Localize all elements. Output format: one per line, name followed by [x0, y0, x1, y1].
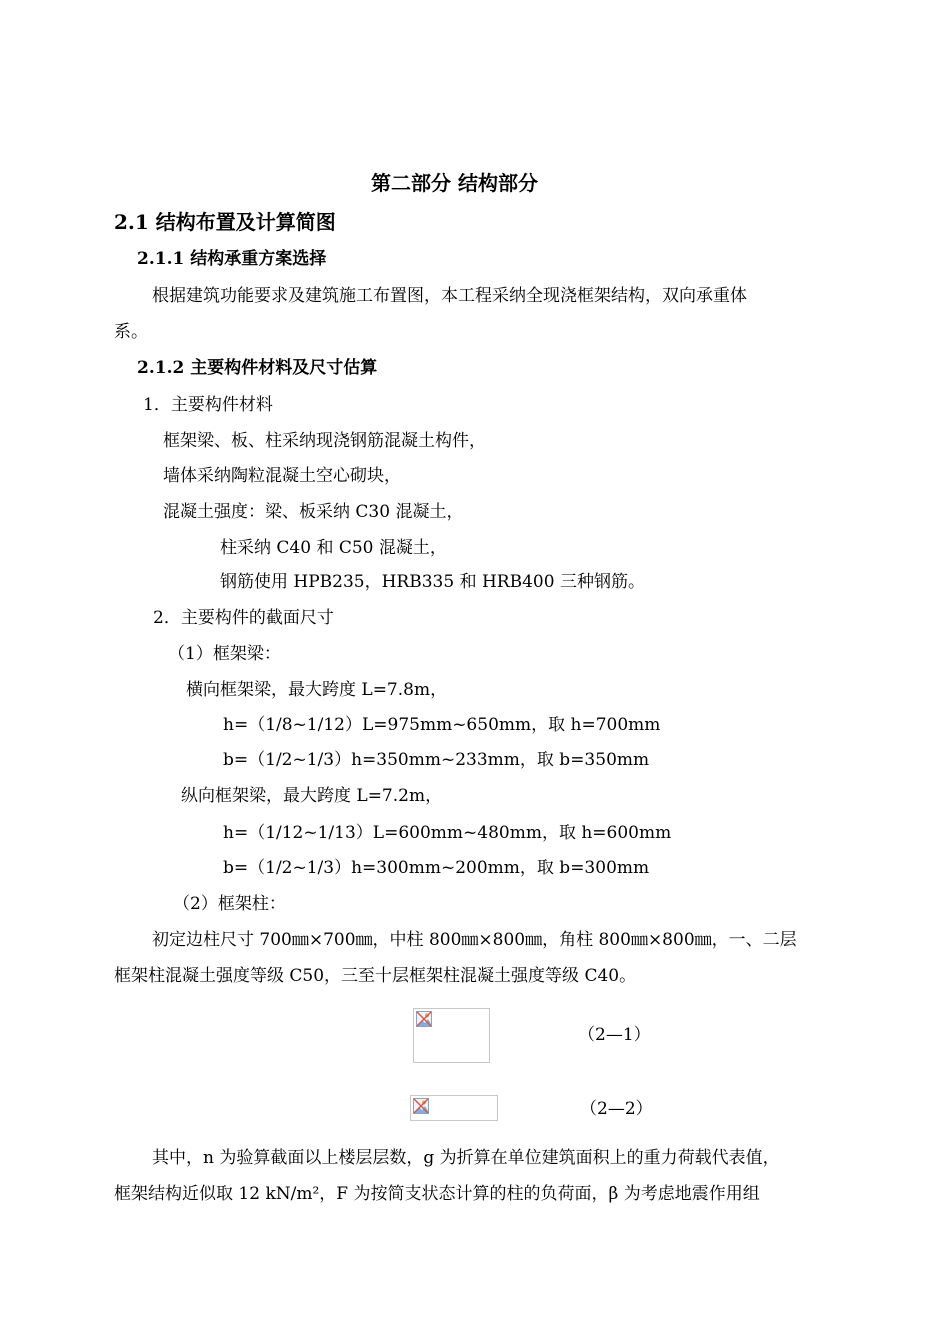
paragraph-line: 框架结构近似取 12 kN/m²，F 为按简支状态计算的柱的负荷面，β 为考虑地震作用组 — [114, 1184, 760, 1204]
formula-line: h=（1/8~1/12）L=975mm~650mm，取 h=700mm — [223, 715, 661, 735]
section-heading-2-1-2: 2.1.2 主要构件材料及尺寸估算 — [137, 358, 378, 378]
material-line: 框架梁、板、柱采纳现浇钢筋混凝土构件， — [163, 431, 486, 451]
formula-line: b=（1/2~1/3）h=300mm~200mm，取 b=300mm — [223, 858, 650, 878]
section-heading-2-1-1: 2.1.1 结构承重方案选择 — [137, 249, 327, 269]
equation-image-2-2 — [410, 1095, 498, 1121]
material-line: 柱采纳 C40 和 C50 混凝土， — [220, 538, 447, 558]
equation-label: （2—1） — [578, 1025, 651, 1045]
sub-item: （2）框架柱： — [173, 894, 286, 914]
section-heading-2-1: 2.1 结构布置及计算简图 — [114, 210, 336, 234]
list-item: 2．主要构件的截面尺寸 — [153, 608, 334, 628]
list-item: 1．主要构件材料 — [143, 395, 273, 415]
paragraph-line: 系。 — [114, 322, 148, 342]
paragraph-line: 其中，n 为验算截面以上楼层层数，g 为折算在单位建筑面积上的重力荷载代表值， — [152, 1148, 780, 1168]
sub-item: （1）框架梁： — [168, 644, 281, 664]
material-line: 钢筋使用 HPB235，HRB335 和 HRB400 三种钢筋。 — [220, 572, 645, 592]
formula-line: b=（1/2~1/3）h=350mm~233mm，取 b=350mm — [223, 750, 650, 770]
paragraph-line: 框架柱混凝土强度等级 C50，三至十层框架柱混凝土强度等级 C40。 — [114, 966, 637, 986]
formula-line: h=（1/12~1/13）L=600mm~480mm，取 h=600mm — [223, 823, 672, 843]
part-title: 第二部分 结构部分 — [371, 171, 538, 195]
broken-image-icon — [416, 1011, 432, 1027]
beam-line: 纵向框架梁，最大跨度 L=7.2m， — [181, 786, 443, 806]
paragraph-line: 根据建筑功能要求及建筑施工布置图，本工程采纳全现浇框架结构，双向承重体 — [152, 286, 747, 306]
broken-image-icon — [413, 1098, 429, 1114]
equation-image-2-1 — [413, 1008, 490, 1063]
equation-label: （2—2） — [580, 1099, 653, 1119]
material-line: 混凝土强度：梁、板采纳 C30 混凝土， — [163, 502, 464, 522]
paragraph-line: 初定边柱尺寸 700㎜×700㎜，中柱 800㎜×800㎜，角柱 800㎜×800㎜，一、二层 — [152, 930, 797, 950]
material-line: 墙体采纳陶粒混凝土空心砌块， — [163, 466, 401, 486]
beam-line: 横向框架梁，最大跨度 L=7.8m， — [186, 680, 448, 700]
